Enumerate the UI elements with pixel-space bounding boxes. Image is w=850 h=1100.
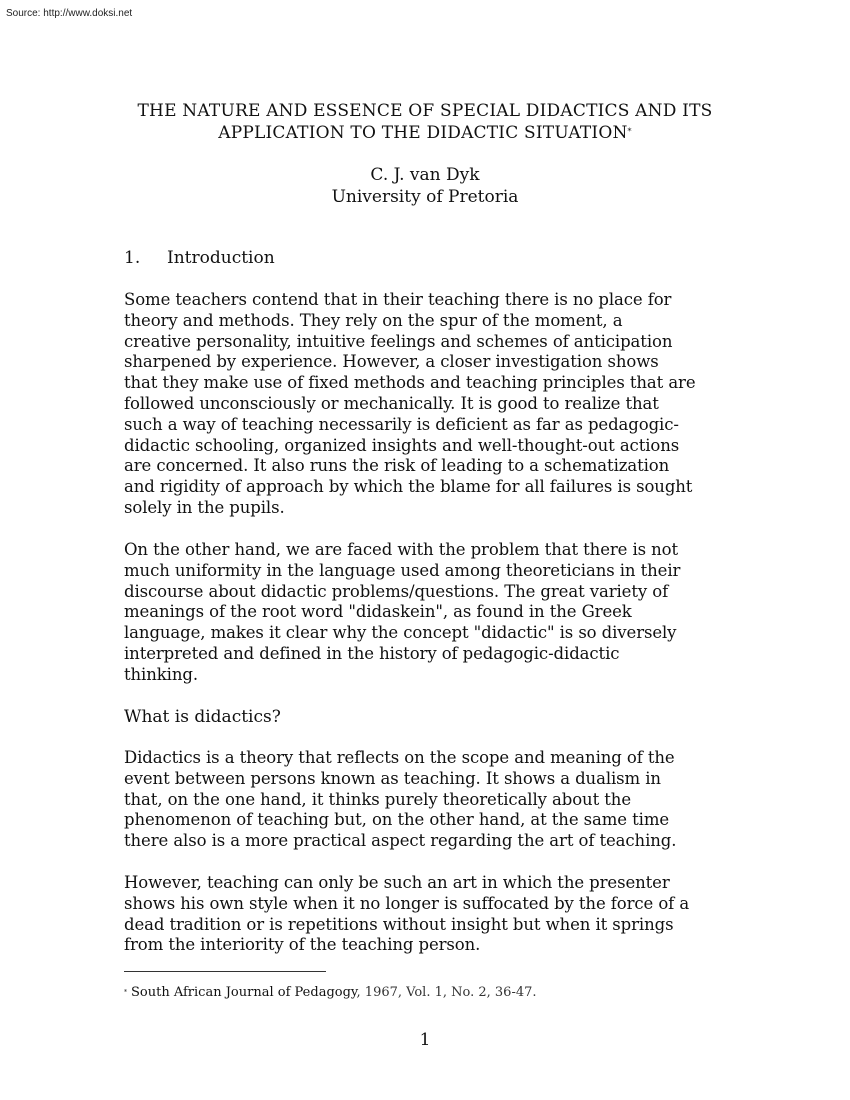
paragraph-line: solely in the pupils. [124,497,285,517]
author-affiliation: University of Pretoria [331,187,519,207]
paragraph-line: dead tradition or is repetitions without insight but when it springs [124,914,674,934]
paragraph-2 [124,540,730,686]
paragraph-line: interpreted and defined in the history of pedagogic-didactic [124,643,620,663]
paragraph-line: language, makes it clear why the concept "didactic" is so diversely [124,623,677,643]
subheading-what-is-didactics: What is didactics? [124,707,281,727]
paragraph-1 [124,290,730,519]
footnote-details: , 1967, Vol. 1, No. 2, 36-47. [356,985,537,1000]
paragraph-line: phenomenon of teaching but, on the other hand, at the same time [124,810,670,830]
paragraph-line: sharpened by experience. However, a closer investigation shows [124,352,659,372]
page-number: 1 [419,1030,431,1050]
document-title [100,100,750,144]
paragraph-line: much uniformity in the language used among theoreticians in their [124,560,681,580]
paragraph-line: creative personality, intuitive feelings and schemes of anticipation [124,331,673,351]
paragraph-line: event between persons known as teaching. It shows a dualism in [124,768,661,788]
source-note: Source: http://www.doksi.net [6,8,133,19]
paragraph-line: that, on the one hand, it thinks purely theoretically about the [124,789,631,809]
paragraph-line: meanings of the root word "didaskein", as found in the Greek [124,602,632,622]
author-block [100,164,750,208]
paragraph-4 [124,873,730,956]
title-line-2 [100,122,750,144]
paragraph-line: theory and methods. They rely on the spur of the moment, a [124,310,623,330]
paragraph-3 [124,748,730,852]
footnote [124,985,537,1001]
paragraph-line: from the interiority of the teaching person. [124,935,481,955]
paragraph-line: shows his own style when it no longer is suffocated by the force of a [124,893,690,913]
paragraph-line: On the other hand, we are faced with the problem that there is not [124,540,679,559]
paragraph-line: and rigidity of approach by which the blame for all failures is sought [124,477,693,497]
footnote-divider [124,971,326,972]
paragraph-line: followed unconsciously or mechanically. It is good to realize that [124,393,659,413]
title-line-2-text: APPLICATION TO THE DIDACTIC SITUATION [218,123,628,143]
title-line-1: THE NATURE AND ESSENCE OF SPECIAL DIDACTICS AND ITS [137,101,713,121]
footnote-journal: South African Journal of Pedagogy [131,985,357,1000]
paragraph-line: didactic schooling, organized insights and well-thought-out actions [124,435,680,455]
paragraph-line: such a way of teaching necessarily is deficient as far as pedagogic- [124,414,679,434]
paragraph-line: Didactics is a theory that reflects on the scope and meaning of the [124,748,675,767]
paragraph-line: discourse about didactic problems/questions. The great variety of [124,581,669,601]
paragraph-line: However, teaching can only be such an art in which the presenter [124,873,670,892]
paragraph-line: thinking. [124,664,198,684]
author-name: C. J. van Dyk [370,165,480,185]
section-title: Introduction [167,248,275,268]
section-heading-introduction [124,247,275,269]
paragraph-line: there also is a more practical aspect regarding the art of teaching. [124,831,677,851]
paragraph-line: that they make use of fixed methods and teaching principles that are [124,373,696,393]
paragraph-line: Some teachers contend that in their teaching there is no place for [124,290,672,309]
section-number: 1. [124,248,141,268]
title-footnote-marker: * [627,127,632,136]
footnote-marker: * [124,989,127,996]
paragraph-line: are concerned. It also runs the risk of leading to a schematization [124,456,670,476]
